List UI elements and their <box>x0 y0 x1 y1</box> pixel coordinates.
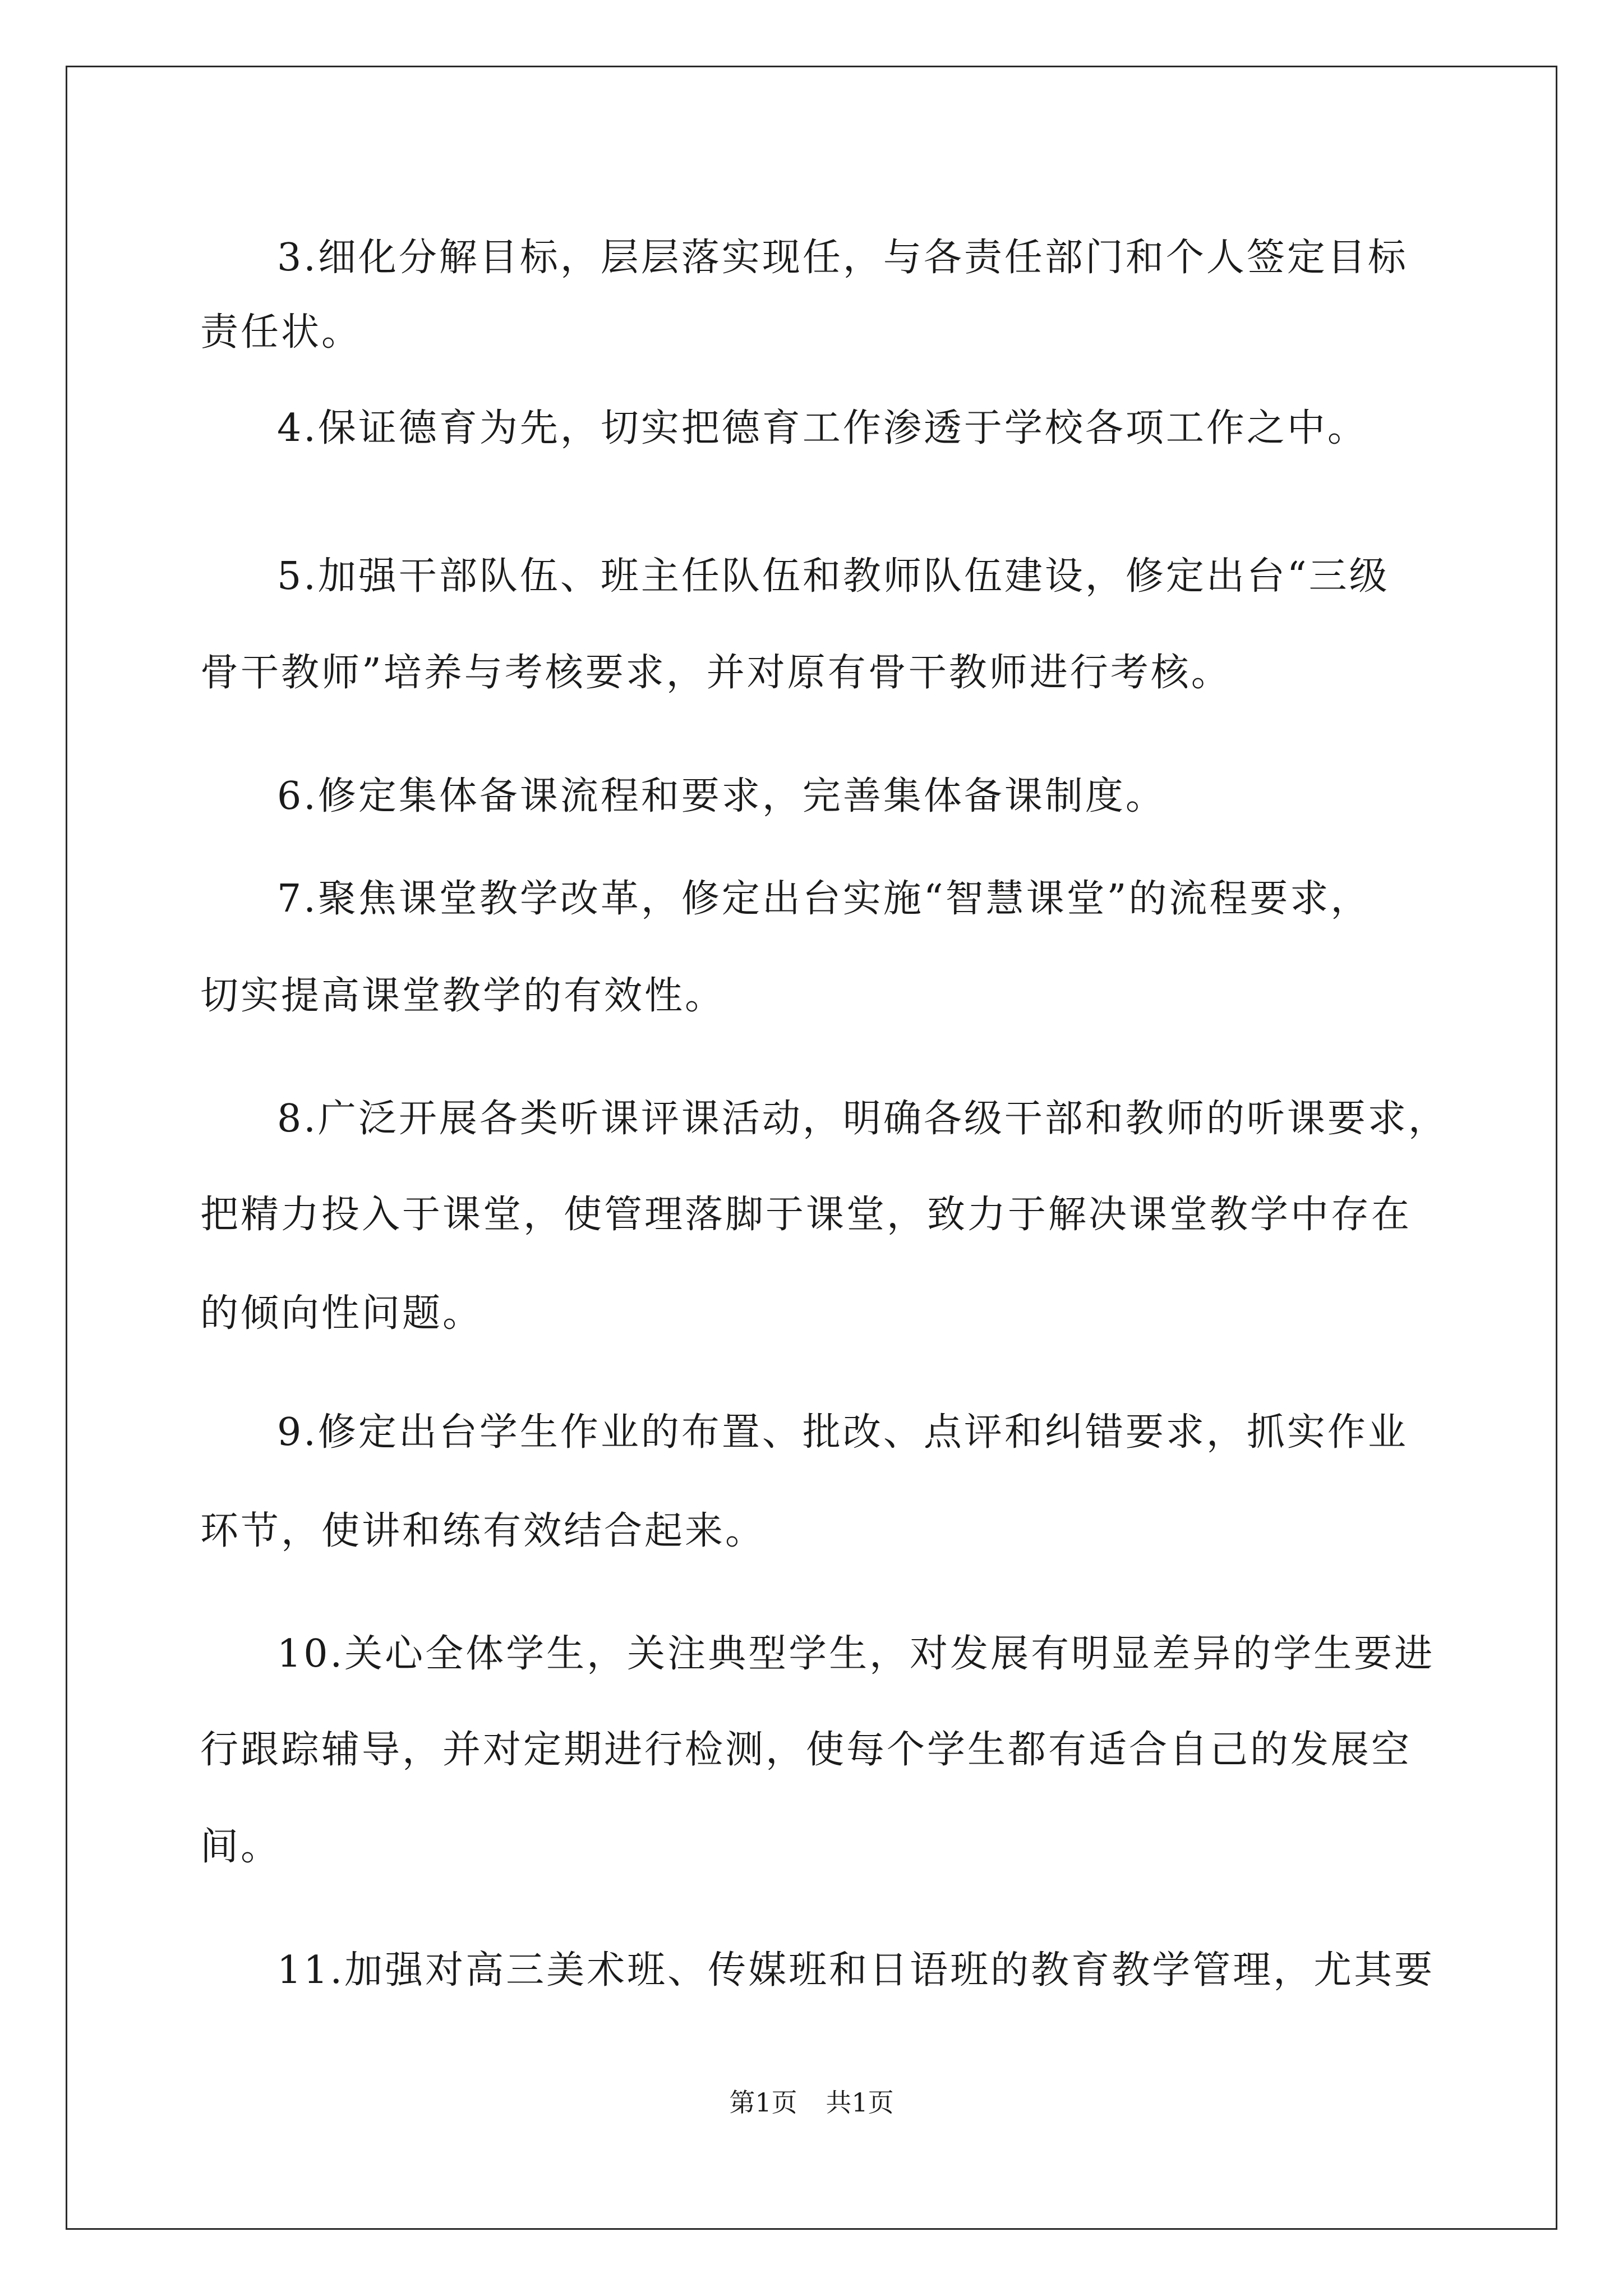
paragraph-line: 8.广泛开展各类听课评课活动，明确各级干部和教师的听课要求， <box>277 1097 1449 1141</box>
paragraph-line: 把精力投入于课堂，使管理落脚于课堂，致力于解决课堂教学中存在 <box>200 1193 1412 1237</box>
page-footer <box>0 2086 1623 2119</box>
total-pages: 共1页 <box>826 2087 894 2118</box>
page-border <box>66 66 1557 2230</box>
paragraph-line: 7.聚焦课堂教学改革，修定出台实施“智慧课堂”的流程要求， <box>277 877 1371 921</box>
paragraph-line: 5.加强干部队伍、班主任队伍和教师队伍建设，修定出台“三级 <box>277 554 1390 599</box>
paragraph-line: 切实提高课堂教学的有效性。 <box>200 974 726 1018</box>
paragraph-line: 11.加强对高三美术班、传媒班和日语班的教育教学管理，尤其要 <box>277 1948 1435 1993</box>
paragraph-line: 10.关心全体学生，关注典型学生，对发展有明显差异的学生要进 <box>277 1632 1435 1676</box>
paragraph-line: 骨干教师”培养与考核要求，并对原有骨干教师进行考核。 <box>200 651 1232 695</box>
paragraph-line: 责任状。 <box>200 310 362 355</box>
paragraph-line: 9.修定出台学生作业的布置、批改、点评和纠错要求，抓实作业 <box>277 1410 1408 1455</box>
paragraph-line: 6.修定集体备课流程和要求，完善集体备课制度。 <box>277 774 1166 818</box>
paragraph-line: 行跟踪辅导，并对定期进行检测，使每个学生都有适合自己的发展空 <box>200 1728 1412 1772</box>
paragraph-line: 间。 <box>200 1825 282 1869</box>
paragraph-line: 的倾向性问题。 <box>200 1291 483 1336</box>
paragraph-line: 3.细化分解目标，层层落实现任，与各责任部门和个人签定目标 <box>277 236 1408 280</box>
paragraph-line: 环节，使讲和练有效结合起来。 <box>200 1509 766 1553</box>
paragraph-line: 4.保证德育为先，切实把德育工作渗透于学校各项工作之中。 <box>277 406 1368 450</box>
page-number: 第1页 <box>729 2087 797 2118</box>
